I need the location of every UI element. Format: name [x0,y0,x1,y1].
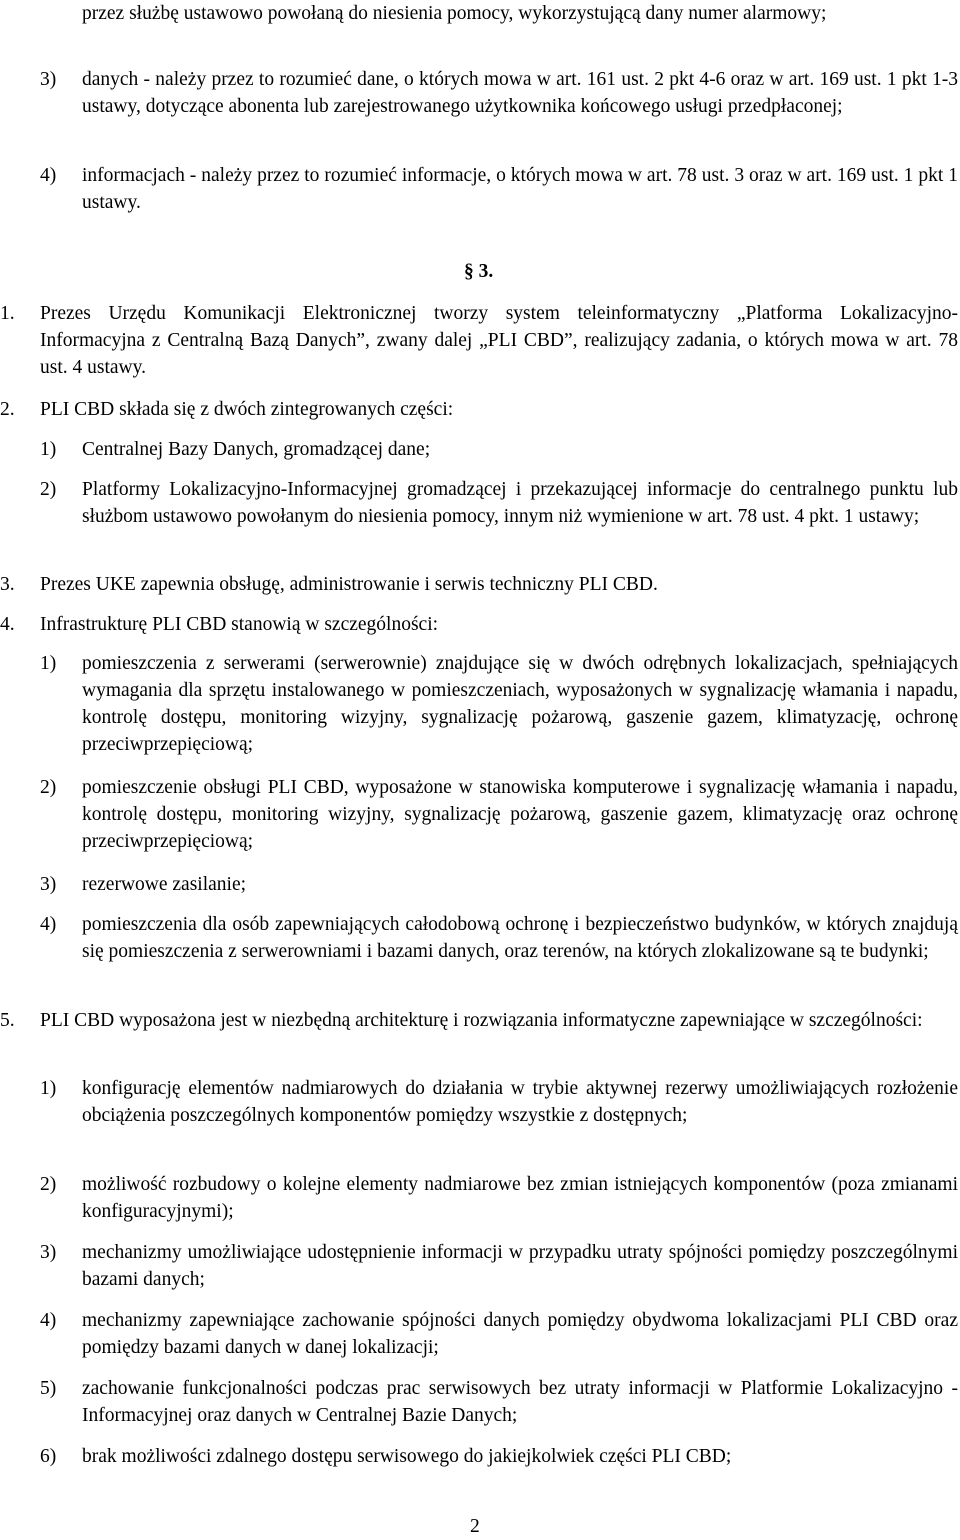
paragraph-number: 3. [0,574,15,595]
definition-item-informacje: informacjach - należy przez to rozumieć informacje, o których mowa w art. 78 ust. 3 oraz w art. 169 ust. 1 pkt 1 ustawy. [82,165,958,213]
list-item-text: konfigurację elementów nadmiarowych do działania w trybie aktywnej rezerwy umożliwiających rozłożenie obciążenia poszczególnych komponentów pomiędzy wszystkie z dostępnych; [82,1078,958,1126]
list-number: 2) [40,777,57,798]
list-item-text: mechanizmy umożliwiające udostępnienie informacji w przypadku utraty spójności pomiędzy poszczególnymi bazami danych; [82,1242,958,1290]
paragraph-2-text: PLI CBD składa się z dwóch zintegrowanych części: [40,399,454,420]
list-number: 5) [40,1378,57,1399]
page-number: 2 [470,1516,480,1537]
list-number: 1) [40,653,57,674]
list-item-text: zachowanie funkcjonalności podczas prac serwisowych bez utraty informacji w Platformie Lokalizacyjno - Informacyjnej oraz danych w Centralnej Bazie Danych; [82,1378,958,1426]
paragraph-number: 1. [0,303,15,324]
list-item-text: brak możliwości zdalnego dostępu serwisowego do jakiejkolwiek części PLI CBD; [82,1446,732,1467]
list-number: 4) [40,1310,57,1331]
list-number: 4) [40,914,57,935]
list-number: 2) [40,1174,57,1195]
section-heading: § 3. [464,261,494,282]
list-number: 3) [40,69,57,90]
list-number: 2) [40,479,57,500]
definition-item-data: danych - należy przez to rozumieć dane, o których mowa w art. 161 ust. 2 pkt 4-6 oraz w art. 169 ust. 1 pkt 1-3 ustawy, dotyczące abonenta lub zarejestrowanego użytkownika końcowego usługi przedpłaconej; [82,69,958,117]
list-number: 3) [40,874,57,895]
list-number: 4) [40,165,57,186]
list-number: 1) [40,439,57,460]
list-item-text: mechanizmy zapewniające zachowanie spójności danych pomiędzy obydwoma lokalizacjami PLI CBD oraz pomiędzy bazami danych w danej lokalizacji; [82,1310,958,1358]
list-item-text: Platformy Lokalizacyjno-Informacyjnej gromadzącej i przekazującej informacje do centralnego punktu lub służbom ustawowo powołanym do niesienia pomocy, innym niż wymienione w art. 78 ust. 4 pkt. 1 ustawy; [82,479,958,527]
paragraph-number: 4. [0,614,15,635]
list-number: 6) [40,1446,57,1467]
paragraph-4-text: Infrastrukturę PLI CBD stanowią w szczególności: [40,614,439,635]
continued-item-text: przez służbę ustawowo powołaną do niesienia pomocy, wykorzystującą dany numer alarmowy; [82,3,827,24]
list-item-text: pomieszczenie obsługi PLI CBD, wyposażone w stanowiska komputerowe i sygnalizację włamania i napadu, kontrolę dostępu, monitoring wizyjny, sygnalizację pożarową, gaszenie gazem, klimatyzację oraz ochronę przeciwprzepięciową; [82,777,958,852]
list-item-text: rezerwowe zasilanie; [82,874,247,895]
paragraph-number: 5. [0,1010,15,1031]
list-number: 3) [40,1242,57,1263]
list-item-text: Centralnej Bazy Danych, gromadzącej dane; [82,439,431,460]
paragraph-number: 2. [0,399,15,420]
list-item-text: pomieszczenia dla osób zapewniających całodobową ochronę i bezpieczeństwo budynków, w których znajdują się pomieszczenia z serwerowniami i bazami danych, oraz terenów, na których zlokalizowane są te budynki; [82,914,958,962]
paragraph-5-text: PLI CBD wyposażona jest w niezbędną architekturę i rozwiązania informatyczne zapewniające w szczególności: [40,1010,923,1031]
list-number: 1) [40,1078,57,1099]
paragraph-3-text: Prezes UKE zapewnia obsługę, administrowanie i serwis techniczny PLI CBD. [40,574,658,595]
list-item-text: możliwość rozbudowy o kolejne elementy nadmiarowe bez zmian istniejących komponentów (poza zmianami konfiguracyjnymi); [82,1174,958,1222]
paragraph-1-text: Prezes Urzędu Komunikacji Elektronicznej tworzy system teleinformatyczny „Platforma Lokalizacyjno-Informacyjna z Centralną Bazą Danych”, zwany dalej „PLI CBD”, realizujący zadania, o których mowa w art. 78 ust. 4 ustawy. [40,303,958,378]
list-item-text: pomieszczenia z serwerami (serwerownie) znajdujące się w dwóch odrębnych lokalizacjach, spełniających wymagania dla sprzętu instalowanego w pomieszczeniach, wyposażonych w sygnalizację włamania i napadu, kontrolę dostępu, monitoring wizyjny, sygnalizację pożarową, gaszenie gazem, klimatyzację, ochronę przeciwprzepięciową; [82,653,958,755]
